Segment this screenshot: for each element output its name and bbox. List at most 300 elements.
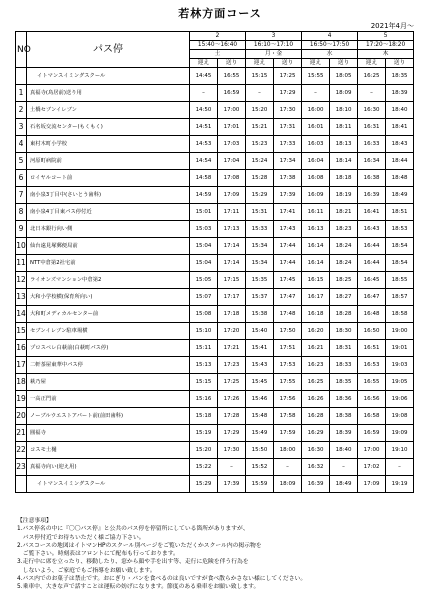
time-cell: 16:00 (302, 102, 330, 119)
time-cell: 15:34 (246, 238, 274, 255)
time-cell: 19:05 (386, 374, 414, 391)
time-cell: 18:54 (386, 255, 414, 272)
time-cell: 18:09 (274, 476, 302, 493)
time-cell: 16:34 (358, 153, 386, 170)
stop-number: 16 (16, 340, 27, 357)
time-cell: 16:11 (302, 204, 330, 221)
stop-name: 河原町病院前 (27, 153, 190, 170)
time-cell: 18:35 (330, 374, 358, 391)
time-cell: 15:52 (246, 459, 274, 476)
time-cell: 18:57 (386, 289, 414, 306)
time-cell: 15:28 (246, 170, 274, 187)
time-cell: 16:25 (358, 68, 386, 85)
time-cell: 16:56 (358, 391, 386, 408)
table-row (16, 289, 414, 306)
note-line: 3.走行中に席を立ったり、移動したり、窓から顔や手を出す等、走行に危険を伴う行為を (17, 559, 249, 566)
time-cell: 19:08 (386, 408, 414, 425)
time-cell: 16:31 (358, 119, 386, 136)
header-pickup: 迎え (358, 59, 386, 68)
note-line: パス停付近でお待ちいただく様ご協力下さい。 (17, 534, 145, 541)
time-cell: 16:20 (302, 323, 330, 340)
stop-name: 真福寺向い(迎え用) (27, 459, 190, 476)
time-cell: 15:37 (246, 289, 274, 306)
time-cell: 19:03 (386, 357, 414, 374)
time-cell: 17:26 (218, 391, 246, 408)
time-cell: 16:59 (218, 85, 246, 102)
stop-name: イトマンスイミングスクール (27, 68, 190, 85)
time-cell: 16:30 (358, 102, 386, 119)
table-row (16, 68, 414, 85)
header-time-range: 15:40～16:40 (190, 41, 246, 50)
time-cell: 16:33 (358, 136, 386, 153)
time-cell: 17:47 (274, 289, 302, 306)
time-cell: 16:30 (302, 442, 330, 459)
time-cell: 16:21 (302, 340, 330, 357)
time-cell: 17:55 (274, 374, 302, 391)
time-cell: 17:39 (274, 187, 302, 204)
time-cell: 15:35 (246, 272, 274, 289)
time-cell: 15:13 (190, 357, 218, 374)
table-row (16, 238, 414, 255)
table-row (16, 408, 414, 425)
table-row (16, 136, 414, 153)
stop-name: 二軒茶屋東華中パス停 (27, 357, 190, 374)
time-cell: 15:01 (190, 204, 218, 221)
stop-name: プロスペレ白萩前(白萩町パス停) (27, 340, 190, 357)
effective-date: 2021年4月～ (370, 22, 414, 30)
time-cell: 16:25 (302, 374, 330, 391)
header-day: 月・金 (246, 50, 302, 59)
stop-number: 17 (16, 357, 27, 374)
time-cell: 18:43 (386, 136, 414, 153)
time-cell: 14:51 (190, 119, 218, 136)
time-cell: 17:30 (218, 442, 246, 459)
time-cell: 17:43 (274, 221, 302, 238)
time-cell: – (358, 85, 386, 102)
page-title: 若林方面コース (178, 7, 262, 20)
time-cell: 15:49 (246, 425, 274, 442)
time-cell: 17:41 (274, 204, 302, 221)
table-row (16, 357, 414, 374)
time-cell: 16:32 (302, 459, 330, 476)
time-cell: 16:09 (302, 187, 330, 204)
table-row (16, 306, 414, 323)
time-cell: 17:03 (218, 136, 246, 153)
time-cell: 14:53 (190, 136, 218, 153)
time-cell: 17:59 (274, 425, 302, 442)
time-cell: 18:05 (330, 68, 358, 85)
time-cell: – (218, 459, 246, 476)
time-cell: 15:15 (190, 374, 218, 391)
time-cell: 16:43 (358, 221, 386, 238)
header-day: 木 (358, 50, 414, 59)
time-cell: 15:08 (190, 306, 218, 323)
table-row (16, 153, 414, 170)
time-cell: 18:55 (386, 272, 414, 289)
stop-name: ノーブルウエストアパート前(前田歯科) (27, 408, 190, 425)
stop-number: 3 (16, 119, 27, 136)
time-cell: 18:38 (330, 408, 358, 425)
time-cell: 18:13 (330, 136, 358, 153)
table-row (16, 85, 414, 102)
time-cell: 15:15 (246, 68, 274, 85)
time-cell: 17:30 (274, 102, 302, 119)
time-cell: 16:48 (358, 306, 386, 323)
stop-number: 13 (16, 289, 27, 306)
time-cell: 18:40 (386, 102, 414, 119)
note-line: 1.パス停名の中に『〇〇パス停』と公共のパス停を停留所にしている箇所がありますが、 (17, 526, 249, 533)
time-cell: 15:46 (246, 391, 274, 408)
time-cell: 15:04 (190, 255, 218, 272)
stop-name: イトマンスイミングスクール (27, 476, 190, 493)
time-cell: 15:29 (246, 187, 274, 204)
time-cell: 15:10 (190, 323, 218, 340)
time-cell: 18:39 (330, 425, 358, 442)
stop-number: 9 (16, 221, 27, 238)
time-cell: 17:14 (218, 255, 246, 272)
stop-name: 大和小学校横(保育所向い) (27, 289, 190, 306)
header-pickup: 迎え (190, 59, 218, 68)
time-cell: 15:18 (190, 408, 218, 425)
time-cell: 18:18 (330, 170, 358, 187)
time-cell: 16:13 (302, 221, 330, 238)
time-cell: 15:55 (302, 68, 330, 85)
time-cell: 18:27 (330, 289, 358, 306)
time-cell: 19:19 (386, 476, 414, 493)
time-cell: 17:20 (218, 323, 246, 340)
time-cell: 17:01 (218, 119, 246, 136)
time-cell: 14:50 (190, 102, 218, 119)
time-cell: 17:51 (274, 340, 302, 357)
time-cell: 17:25 (274, 68, 302, 85)
note-line: 4.パス内でのお菓子は禁止です。おにぎり・パンを食べるのは良いですが食べ散らかさない様にしてください。 (17, 576, 307, 583)
time-cell: 17:15 (218, 272, 246, 289)
stop-number: 8 (16, 204, 27, 221)
time-cell: 17:25 (218, 374, 246, 391)
time-cell: 17:04 (218, 153, 246, 170)
stop-name: 南小泉3丁目中(さいとう歯科) (27, 187, 190, 204)
stop-number: 22 (16, 442, 27, 459)
time-cell: 17:56 (274, 391, 302, 408)
stop-name: NTT中倉第2社宅前 (27, 255, 190, 272)
stop-number: 19 (16, 391, 27, 408)
time-cell: 18:21 (330, 204, 358, 221)
stop-name: 真福寺(鳥居前)送り用 (27, 85, 190, 102)
stop-number: 20 (16, 408, 27, 425)
time-cell: – (386, 459, 414, 476)
header-stop: パス停 (27, 32, 190, 68)
time-cell: 16:44 (358, 238, 386, 255)
stop-name: 萩乃屋 (27, 374, 190, 391)
header-route-number: 3 (246, 32, 302, 41)
time-cell: 16:03 (302, 136, 330, 153)
time-cell: 18:54 (386, 238, 414, 255)
stop-name: 圓福寺 (27, 425, 190, 442)
time-cell: 15:21 (246, 119, 274, 136)
time-cell: 16:14 (302, 238, 330, 255)
time-cell: 18:40 (330, 442, 358, 459)
time-cell: 18:44 (386, 153, 414, 170)
time-cell: 16:38 (358, 170, 386, 187)
time-cell: 18:30 (330, 323, 358, 340)
header-no: NO (16, 32, 27, 68)
time-cell: 18:35 (386, 68, 414, 85)
time-cell: 17:58 (274, 408, 302, 425)
time-cell: 16:23 (302, 357, 330, 374)
time-cell: 17:44 (274, 238, 302, 255)
header-route-number: 4 (302, 32, 358, 41)
time-cell: 17:45 (274, 272, 302, 289)
time-cell: 15:38 (246, 306, 274, 323)
time-cell: 19:10 (386, 442, 414, 459)
time-cell: 15:19 (190, 425, 218, 442)
time-cell: 16:04 (302, 153, 330, 170)
time-cell: 15:16 (190, 391, 218, 408)
table-row (16, 340, 414, 357)
table-row (16, 323, 414, 340)
time-cell: 15:59 (246, 476, 274, 493)
header-dropoff: 送り (386, 59, 414, 68)
table-row (16, 221, 414, 238)
time-cell: 18:11 (330, 119, 358, 136)
time-cell: 18:23 (330, 221, 358, 238)
stop-name: 土橋セブンイレブン (27, 102, 190, 119)
stop-number: 12 (16, 272, 27, 289)
time-cell: 19:09 (386, 425, 414, 442)
table-row (16, 170, 414, 187)
time-cell: 17:09 (358, 476, 386, 493)
stop-number: 15 (16, 323, 27, 340)
time-cell: 18:36 (330, 391, 358, 408)
time-cell: 18:48 (386, 170, 414, 187)
time-cell: 14:58 (190, 170, 218, 187)
time-cell: 17:08 (218, 170, 246, 187)
time-cell: 15:40 (246, 323, 274, 340)
time-cell: – (330, 459, 358, 476)
time-cell: 17:14 (218, 238, 246, 255)
table-row (16, 442, 414, 459)
time-cell: 16:15 (302, 272, 330, 289)
time-cell: 18:09 (330, 85, 358, 102)
header-dropoff: 送り (274, 59, 302, 68)
header-dropoff: 送り (330, 59, 358, 68)
note-line: ご覧下さい。時刻表はフロントにて配布も行っております。 (17, 551, 179, 558)
time-cell: 17:23 (218, 357, 246, 374)
table-row (16, 255, 414, 272)
stop-number: 7 (16, 187, 27, 204)
time-cell: 17:34 (274, 153, 302, 170)
time-cell: – (274, 459, 302, 476)
time-cell: 16:28 (302, 408, 330, 425)
time-cell: 17:39 (218, 476, 246, 493)
time-cell: 16:41 (358, 204, 386, 221)
table-row (16, 391, 414, 408)
time-cell: 17:31 (274, 119, 302, 136)
time-cell: 17:09 (218, 187, 246, 204)
time-cell: 14:54 (190, 153, 218, 170)
time-cell: 17:53 (274, 357, 302, 374)
time-cell: 18:58 (386, 306, 414, 323)
time-cell: 15:24 (246, 153, 274, 170)
time-cell: 15:45 (246, 374, 274, 391)
table-row (16, 187, 414, 204)
header-route-number: 2 (190, 32, 246, 41)
time-cell: 16:18 (302, 306, 330, 323)
time-cell: 15:29 (190, 476, 218, 493)
time-cell: 17:00 (358, 442, 386, 459)
time-cell: 15:43 (246, 357, 274, 374)
time-cell: 18:10 (330, 102, 358, 119)
time-cell: 18:00 (274, 442, 302, 459)
time-cell: 17:21 (218, 340, 246, 357)
time-cell: 15:41 (246, 340, 274, 357)
stop-name: コスモ土樋 (27, 442, 190, 459)
time-cell: 16:45 (358, 272, 386, 289)
time-cell: 16:39 (302, 476, 330, 493)
table-row (16, 374, 414, 391)
stop-number: 14 (16, 306, 27, 323)
notes-section (17, 517, 427, 592)
time-cell: 15:23 (246, 136, 274, 153)
header-day: 水 (302, 50, 358, 59)
time-cell: 18:24 (330, 238, 358, 255)
time-cell: 17:13 (218, 221, 246, 238)
stop-name: 東村木町小学校 (27, 136, 190, 153)
time-cell: 16:53 (358, 357, 386, 374)
table-row (16, 119, 414, 136)
time-cell: 15:34 (246, 255, 274, 272)
time-cell: 18:24 (330, 255, 358, 272)
time-cell: 15:05 (190, 272, 218, 289)
table-row (16, 102, 414, 119)
time-cell: 16:14 (302, 255, 330, 272)
time-cell: 15:11 (190, 340, 218, 357)
stop-name: セブンイレブン駐車場横 (27, 323, 190, 340)
table-row (16, 476, 414, 493)
time-cell: 16:26 (302, 391, 330, 408)
stop-name: 石名坂交流センター(もくもく) (27, 119, 190, 136)
header-day: 土 (190, 50, 246, 59)
table-row (16, 425, 414, 442)
time-cell: 16:55 (218, 68, 246, 85)
note-line: しないよう、ご家庭でもご指導をお願い致します。 (17, 567, 156, 574)
time-cell: 15:04 (190, 238, 218, 255)
stop-number: 6 (16, 170, 27, 187)
header-dropoff: 送り (218, 59, 246, 68)
header-time-range: 17:20～18:20 (358, 41, 414, 50)
time-cell: 14:59 (190, 187, 218, 204)
stop-name: ロイヤルコート前 (27, 170, 190, 187)
stop-number: 1 (16, 85, 27, 102)
time-cell: 16:50 (358, 323, 386, 340)
time-cell: 17:48 (274, 306, 302, 323)
time-cell: 19:01 (386, 340, 414, 357)
time-cell: 17:28 (218, 408, 246, 425)
header-pickup: 迎え (246, 59, 274, 68)
stop-number: 11 (16, 255, 27, 272)
time-cell: 17:17 (218, 289, 246, 306)
time-cell: 17:11 (218, 204, 246, 221)
time-cell: 17:29 (218, 425, 246, 442)
time-cell: 18:39 (386, 85, 414, 102)
time-cell: 17:50 (274, 323, 302, 340)
note-line: 5.乗車中、大きな声で話すことは運転の妨げになります。節度のある乗車をお願い致します。 (17, 584, 260, 591)
time-cell: 18:53 (386, 221, 414, 238)
time-cell: 18:41 (386, 119, 414, 136)
time-cell: 15:03 (190, 221, 218, 238)
time-cell: 17:38 (274, 170, 302, 187)
time-cell: 16:47 (358, 289, 386, 306)
header-time-range: 16:50～17:50 (302, 41, 358, 50)
table-row (16, 459, 414, 476)
time-cell: 15:31 (246, 204, 274, 221)
time-cell: 15:50 (246, 442, 274, 459)
time-cell: 16:58 (358, 408, 386, 425)
stop-name: 一高正門前 (27, 391, 190, 408)
stop-number (16, 476, 27, 493)
time-cell: 19:00 (386, 323, 414, 340)
time-cell: 18:33 (330, 357, 358, 374)
notes-heading: 【注意事項】 (17, 518, 52, 524)
time-cell: 16:29 (302, 425, 330, 442)
stop-number: 18 (16, 374, 27, 391)
timetable (15, 31, 414, 493)
time-cell: 17:02 (358, 459, 386, 476)
stop-number (16, 68, 27, 85)
time-cell: 16:01 (302, 119, 330, 136)
time-cell: 15:07 (190, 289, 218, 306)
stop-number: 10 (16, 238, 27, 255)
note-line: 2.パスコースの地図はイトマンHPのスクール別ページをご覧いただくかスクール内の掲示物を (17, 542, 262, 549)
time-cell: 18:14 (330, 153, 358, 170)
header-route-number: 5 (358, 32, 414, 41)
time-cell: 16:55 (358, 374, 386, 391)
time-cell: 18:49 (386, 187, 414, 204)
stop-name: 北日本銀行向い側 (27, 221, 190, 238)
time-cell: 16:51 (358, 340, 386, 357)
time-cell: 15:20 (190, 442, 218, 459)
time-cell: 16:08 (302, 170, 330, 187)
header-time-range: 16:10～17:10 (246, 41, 302, 50)
time-cell: 16:44 (358, 255, 386, 272)
time-cell: 17:18 (218, 306, 246, 323)
time-cell: 18:31 (330, 340, 358, 357)
table-row (16, 204, 414, 221)
time-cell: 19:06 (386, 391, 414, 408)
stop-name: 大和町メディカルセンター前 (27, 306, 190, 323)
stop-name: 南小泉4丁目東パス停付近 (27, 204, 190, 221)
time-cell: 15:33 (246, 221, 274, 238)
stop-number: 2 (16, 102, 27, 119)
table-row (16, 272, 414, 289)
time-cell: 15:22 (190, 459, 218, 476)
time-cell: 16:39 (358, 187, 386, 204)
stop-number: 4 (16, 136, 27, 153)
time-cell: 14:45 (190, 68, 218, 85)
time-cell: 15:48 (246, 408, 274, 425)
time-cell: – (302, 85, 330, 102)
time-cell: – (190, 85, 218, 102)
stop-name: 仙台遠見塚郵便局前 (27, 238, 190, 255)
header-pickup: 迎え (302, 59, 330, 68)
time-cell: 16:59 (358, 425, 386, 442)
time-cell: 18:28 (330, 306, 358, 323)
time-cell: 17:44 (274, 255, 302, 272)
time-cell: 17:33 (274, 136, 302, 153)
stop-number: 21 (16, 425, 27, 442)
stop-number: 5 (16, 153, 27, 170)
time-cell: 18:19 (330, 187, 358, 204)
